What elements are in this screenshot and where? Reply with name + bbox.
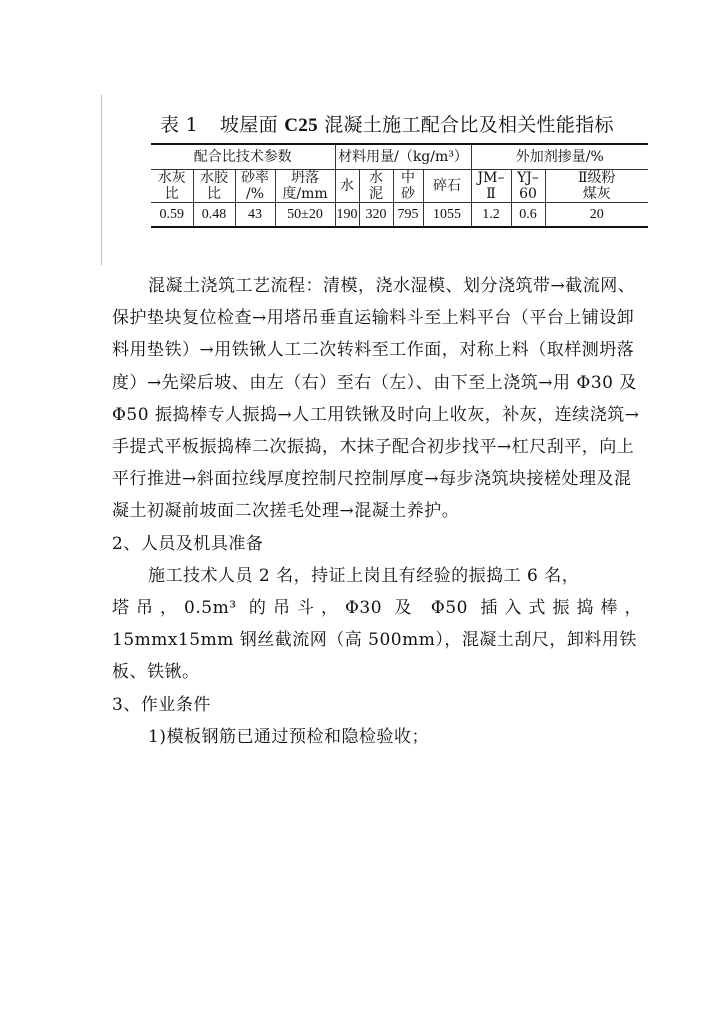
value-water: 190 bbox=[335, 203, 359, 228]
value-gravel: 1055 bbox=[423, 203, 471, 228]
group-header-materials: 材料用量/（kg/m³） bbox=[335, 144, 471, 170]
header-sand-ratio: 砂率 /% bbox=[235, 170, 275, 203]
staff-line-rest: 15mmx15mm 钢丝截流网（高 500mm），混凝土刮尺，卸料用铁板、铁锹。 bbox=[112, 630, 637, 683]
section-2-heading: 2、人员及机具准备 bbox=[112, 533, 264, 554]
header-water-cement-ratio: 水灰 比 bbox=[151, 170, 193, 203]
header-fly-ash: Ⅱ级粉 煤灰 bbox=[545, 170, 648, 203]
staff-line-2: 塔吊，0.5m³ 的吊斗，Φ30 及 Φ50 插入式振捣棒， bbox=[112, 598, 642, 619]
header-water-binder-ratio: 水胶 比 bbox=[193, 170, 235, 203]
caption-grade: C25 bbox=[284, 115, 318, 136]
table-caption bbox=[160, 110, 680, 137]
table-group-row bbox=[151, 144, 648, 170]
value-jm2: 1.2 bbox=[471, 203, 511, 228]
group-header-mix-params: 配合比技术参数 bbox=[151, 144, 335, 170]
value-medium-sand: 795 bbox=[393, 203, 423, 228]
header-cement: 水 泥 bbox=[359, 170, 393, 203]
condition-item-1: 1)模板钢筋已通过预检和隐检验收； bbox=[148, 726, 429, 747]
section-3-heading: 3、作业条件 bbox=[112, 694, 211, 715]
value-cement: 320 bbox=[359, 203, 393, 228]
value-yj60: 0.6 bbox=[511, 203, 545, 228]
value-fly-ash: 20 bbox=[545, 203, 648, 228]
header-water: 水 bbox=[335, 170, 359, 203]
caption-suffix: 混凝土施工配合比及相关性能指标 bbox=[324, 114, 614, 136]
value-sand-ratio: 43 bbox=[235, 203, 275, 228]
header-jm2: JM– Ⅱ bbox=[471, 170, 511, 203]
table-header-row bbox=[151, 170, 648, 203]
margin-rule bbox=[101, 95, 102, 265]
header-gravel: 碎石 bbox=[423, 170, 471, 203]
table-value-row bbox=[151, 203, 648, 228]
staff-line-1: 施工技术人员 2 名，持证上岗且有经验的振捣工 6 名， bbox=[148, 565, 580, 586]
value-slump: 50±20 bbox=[275, 203, 335, 228]
process-flow-paragraph: 混凝土浇筑工艺流程：清模，浇水湿模、划分浇筑带→截流网、保护垫块复位检查→用塔吊垂直运输料斗至上料平台（平台上铺设卸料用垫铁）→用铁锹人工二次转料至工作面，对称上料（取样测坍落度）→先梁后坡、由左（右）至右（左）、由下至上浇筑→用 Φ30 及 Φ50 振捣棒专人振捣→人工用铁锹及时向上收灰，补灰，连续浇筑→手提式平板振捣棒二次振捣，木抹子配合初步找平→杠尺刮平，向上平行推进→斜面拉线厚度控制尺控制厚度→每步浇筑块接槎处理及混凝土初凝前坡面二次搓毛处理→混凝土养护。 bbox=[112, 276, 640, 522]
group-header-admixture: 外加剂掺量/% bbox=[471, 144, 648, 170]
header-slump: 坍落 度/mm bbox=[275, 170, 335, 203]
header-medium-sand: 中 砂 bbox=[393, 170, 423, 203]
table-number: 表 1 bbox=[160, 114, 199, 136]
mix-ratio-table bbox=[151, 143, 648, 228]
caption-prefix: 坡屋面 bbox=[220, 114, 278, 136]
value-water-cement-ratio: 0.59 bbox=[151, 203, 193, 228]
header-yj60: YJ– 60 bbox=[511, 170, 545, 203]
document-body bbox=[112, 270, 642, 753]
value-water-binder-ratio: 0.48 bbox=[193, 203, 235, 228]
